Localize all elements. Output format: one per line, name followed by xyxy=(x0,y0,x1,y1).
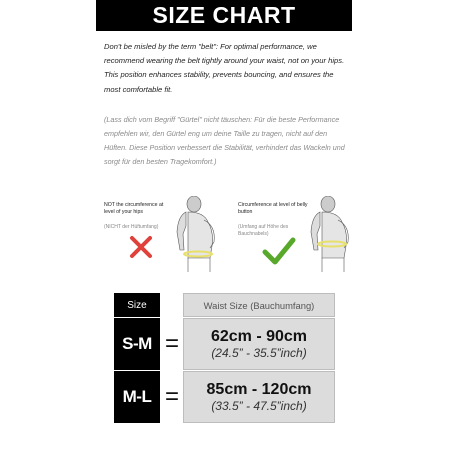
title-bar xyxy=(96,0,352,31)
man-figure-hips xyxy=(164,196,224,272)
size-header: Size xyxy=(114,293,160,317)
waist-inch-ml: (33.5” - 47.5”inch) xyxy=(211,398,307,413)
waist-value-sm xyxy=(183,318,335,370)
size-label-ml: M-L xyxy=(114,371,160,423)
waist-inch-sm: (24.5” - 35.5”inch) xyxy=(211,345,307,360)
intro-english: Don't be misled by the term "belt": For optimal performance, we recommend wearing the belt tightly around your waist, not on your hips. This position enhances stability, prevents bouncing, and ensures the most comfortable fit. xyxy=(104,42,345,94)
equals-sign-ml: = xyxy=(164,383,179,410)
caption-hips-de: (NICHT der Hüftumfang) xyxy=(104,224,159,230)
waist-cm-sm: 62cm - 90cm xyxy=(210,327,308,345)
illustration-hips-wrong xyxy=(104,196,224,272)
page-title: SIZE CHART xyxy=(152,2,296,28)
waist-value-ml xyxy=(183,371,335,423)
caption-hips: NOT the circumference at level of your hips xyxy=(104,202,164,215)
waist-cm-ml: 85cm - 120cm xyxy=(206,380,312,398)
man-figure-belly xyxy=(298,196,358,272)
size-label-sm: S-M xyxy=(114,318,160,370)
illustration-belly-right xyxy=(238,196,358,272)
green-check-icon xyxy=(262,236,296,266)
waist-size-header: Waist Size (Bauchumfang) xyxy=(183,293,335,317)
red-x-icon xyxy=(128,234,154,260)
caption-belly: Circumference at level of belly button xyxy=(238,202,308,215)
equals-sign-sm: = xyxy=(164,330,179,357)
intro-german: (Lass dich vom Begriff "Gürtel" nicht täuschen: Für die beste Performance empfehlen wir, den Gürtel eng um deine Taille zu tragen, nicht auf den Hüften. Diese Position verbessert die Stabilität, verhindert das Wackeln und sorgt für den besten Tragekomfort.) xyxy=(104,115,345,166)
caption-belly-de: (Umfang auf Höhe des Bauchnabels) xyxy=(238,224,289,237)
